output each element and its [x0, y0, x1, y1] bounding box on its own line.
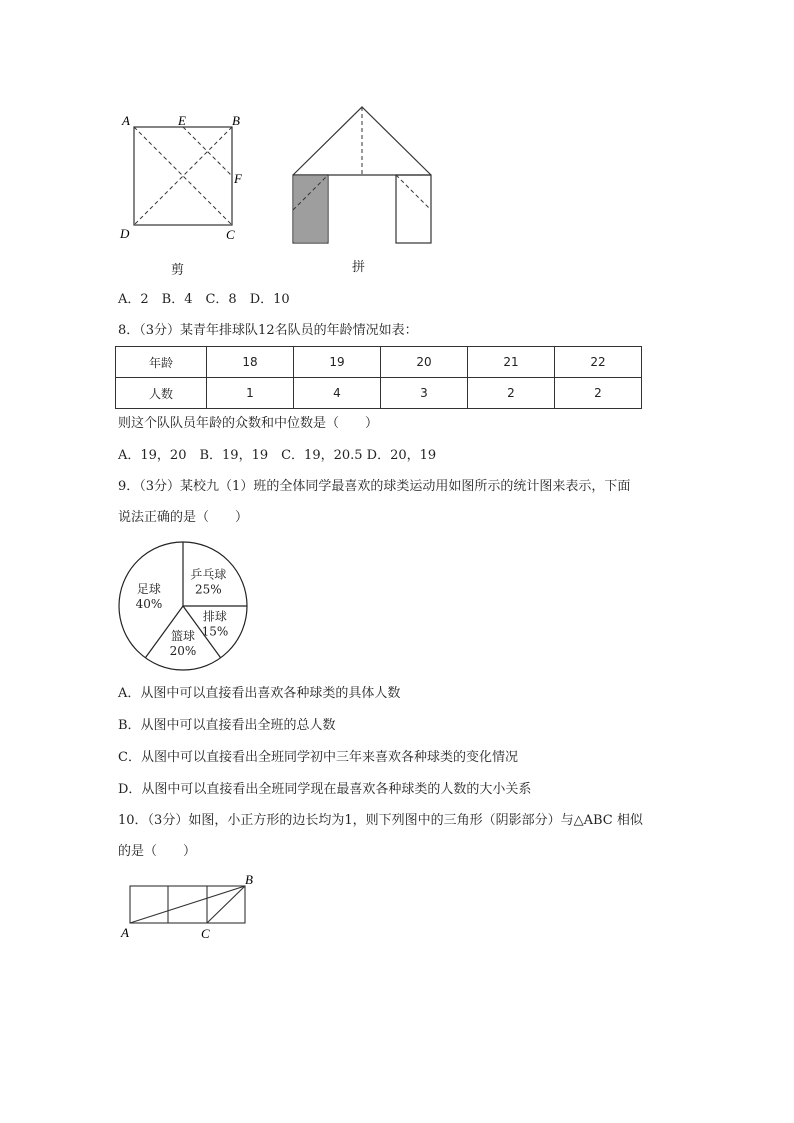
- diagonal-ac: [134, 127, 232, 225]
- table-row-count: [116, 378, 642, 409]
- table-header-age: 年龄: [116, 347, 207, 378]
- pie-slice-label: 排球: [202, 609, 227, 624]
- grid-triangle-figure: [115, 870, 265, 942]
- q9-option-a: A．从图中可以直接看出喜欢各种球类的具体人数: [118, 686, 401, 701]
- point-f-label: F: [234, 171, 242, 186]
- q9-stem-line2: 说法正确的是（ ）: [118, 510, 249, 525]
- age-table: [115, 346, 642, 409]
- ball-sports-pie-chart: [115, 537, 255, 675]
- pie-slice-percent: 20%: [169, 643, 197, 658]
- right-leg: [396, 175, 431, 243]
- q9-stem-line1: 9．（3分）某校九（1）班的全体同学最喜欢的球类运动用如图所示的统计图来表示，下面: [118, 479, 631, 494]
- q8-options: A．19，20 B．19，19 C．19，20.5 D．20，19: [118, 448, 437, 463]
- point-b-label: B: [245, 872, 253, 887]
- q9-option-d: D．从图中可以直接看出全班同学现在最喜欢各种球类的人数的大小关系: [118, 782, 532, 797]
- q10-stem-line1: 10．（3分）如图，小正方形的边长均为1，则下列图中的三角形（阴影部分）与△ABC 相似: [118, 813, 643, 828]
- table-cell: 22: [555, 347, 642, 378]
- q7-options: A．2 B．4 C．8 D．10: [118, 292, 290, 307]
- assembled-figure: [285, 100, 445, 250]
- table-row-age: [116, 347, 642, 378]
- point-c-label: C: [201, 926, 210, 941]
- q10-stem-line2: 的是（ ）: [118, 844, 197, 859]
- square-abcd: [134, 127, 232, 225]
- q8-question: 则这个队队员年龄的众数和中位数是（ ）: [118, 416, 379, 431]
- pie-slice-percent: 25%: [195, 582, 222, 597]
- q9-option-c: C．从图中可以直接看出全班同学初中三年来喜欢各种球类的变化情况: [118, 750, 518, 765]
- pie-slice-label: 足球: [136, 581, 161, 596]
- table-cell: 3: [381, 378, 468, 409]
- table-cell: 2: [555, 378, 642, 409]
- diagonal-bd: [134, 127, 232, 225]
- q9-option-b: B．从图中可以直接看出全班的总人数: [118, 718, 336, 733]
- table-cell: 2: [468, 378, 555, 409]
- point-a-label: A: [122, 113, 130, 128]
- left-leg-shaded: [294, 176, 327, 242]
- point-e-label: E: [178, 113, 186, 128]
- table-cell: 19: [294, 347, 381, 378]
- point-b-label: B: [232, 113, 240, 128]
- table-cell: 20: [381, 347, 468, 378]
- pie-slice-percent: 40%: [135, 596, 163, 611]
- table-header-count: 人数: [116, 378, 207, 409]
- point-d-label: D: [120, 226, 130, 241]
- cut-caption: 剪: [171, 263, 185, 278]
- right-leg-dashed: [396, 175, 431, 210]
- segment-ab: [130, 886, 245, 923]
- table-cell: 21: [468, 347, 555, 378]
- table-cell: 4: [294, 378, 381, 409]
- point-c-label: C: [226, 227, 235, 242]
- q8-stem: 8．（3分）某青年排球队12名队员的年龄情况如表：: [118, 323, 418, 338]
- pie-slice-label: 篮球: [170, 628, 196, 643]
- assemble-caption: 拼: [352, 260, 366, 275]
- cut-square-figure: [110, 105, 270, 245]
- table-cell: 1: [207, 378, 294, 409]
- pie-slice-percent: 15%: [201, 624, 229, 639]
- point-a-label: A: [121, 925, 129, 940]
- table-cell: 18: [207, 347, 294, 378]
- pie-slice-label: 乒乓球: [190, 567, 227, 582]
